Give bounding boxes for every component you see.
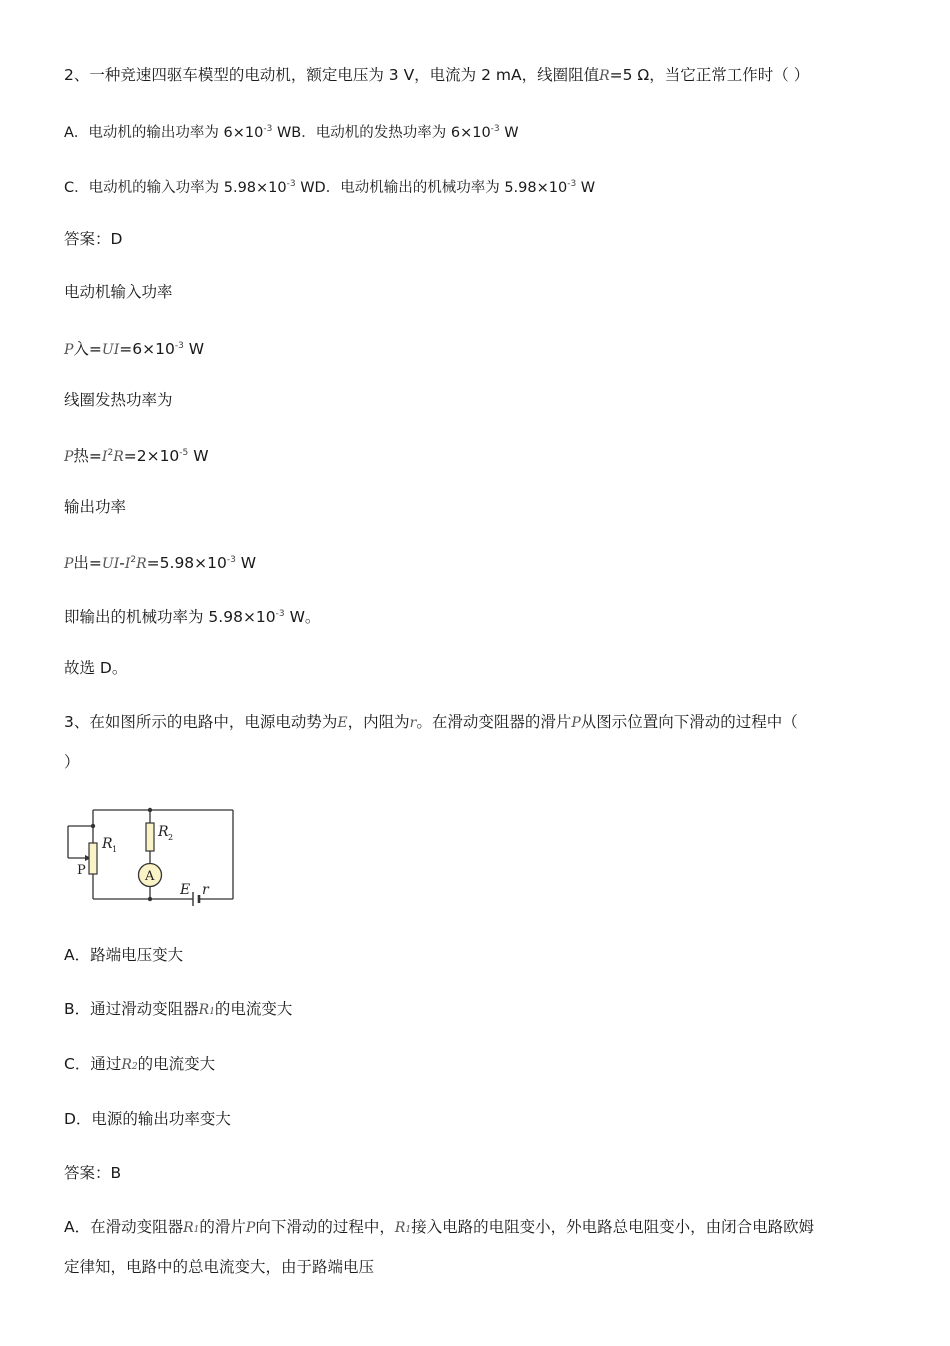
resistor-r2 — [146, 823, 154, 851]
q3-option-b — [64, 998, 292, 1023]
q3-stem-P: P — [571, 715, 581, 731]
q3-stem-E: E — [337, 715, 348, 731]
q3-stem-d: 从图示位置向下滑动的过程中（ — [580, 713, 798, 731]
f1-P: P — [64, 342, 74, 358]
q2-formula-output-power — [64, 549, 256, 575]
label-r2-sub: 2 — [168, 833, 174, 842]
q3-expl-b: 的滑片 — [199, 1218, 246, 1236]
q2-solution-3: 输出功率 — [64, 498, 127, 516]
f1-c: W — [183, 340, 205, 358]
q2-solution-5: 故选 D。 — [64, 659, 128, 677]
f3-exp: -3 — [226, 555, 236, 565]
q2-solution-4 — [64, 603, 320, 628]
f3-b: =5.98×10 — [146, 554, 227, 572]
f1-a: 入= — [73, 340, 102, 358]
q3-answer: 答案：B — [64, 1164, 122, 1182]
label-p: P — [77, 863, 86, 878]
q3-optB-b: 的电流变大 — [214, 1000, 293, 1018]
q2-option-a-exp: -3 — [263, 124, 273, 134]
f3-I: I — [124, 556, 131, 572]
q3-optC-sub: 2 — [131, 1062, 138, 1072]
q2-option-d-unit: W — [576, 180, 596, 196]
sol4-b: W。 — [284, 608, 321, 626]
f2-b: =2×10 — [123, 447, 180, 465]
q2-option-a-text: A．电动机的输出功率为 6×10 — [64, 125, 264, 141]
f2-c: W — [188, 447, 209, 465]
q3-optB-R: R — [198, 1002, 210, 1018]
q3-stem — [64, 711, 798, 734]
q3-expl-c: 向下滑动的过程中， — [255, 1218, 395, 1236]
q3-expl-R2: R — [394, 1220, 406, 1236]
q2-option-d-text: WD．电动机输出的机械功率为 5.98×10 — [295, 180, 568, 196]
q3-optC-a: C．通过 — [64, 1055, 122, 1073]
q3-optB-a: B．通过滑动变阻器 — [64, 1000, 199, 1018]
label-ammeter: A — [145, 869, 155, 884]
q3-expl-sub2: 1 — [405, 1225, 412, 1235]
f1-exp: -3 — [174, 341, 184, 351]
f3-R: R — [136, 556, 147, 572]
q3-optB-sub: 1 — [209, 1007, 215, 1017]
resistor-r1 — [89, 843, 97, 874]
q3-stem-close: ） — [64, 753, 80, 771]
f1-b: =6×10 — [119, 340, 175, 358]
label-r1-sub: 1 — [112, 845, 118, 854]
q3-explanation-1 — [64, 1216, 814, 1241]
q3-expl-d: 接入电路的电阻变小，外电路总电阻变小，由闭合电路欧姆 — [411, 1218, 815, 1236]
q3-option-d: D．电源的输出功率变大 — [64, 1110, 231, 1128]
q2-options-ab — [64, 118, 519, 144]
label-e: E — [180, 882, 191, 898]
f3-c: W — [235, 554, 257, 572]
q2-stem-text-a: 2、一种竞速四驱车模型的电动机，额定电压为 3 V，电流为 2 mA，线圈阻值 — [64, 66, 600, 84]
f2-I: I — [101, 449, 108, 465]
f3-dash: - — [119, 554, 125, 572]
q2-options-cd — [64, 173, 595, 199]
f2-exp: -5 — [179, 448, 189, 458]
q2-formula-heat-power — [64, 442, 209, 468]
q3-option-a: A．路端电压变大 — [64, 946, 184, 964]
q2-stem-text-b: =5 Ω，当它正常工作时（ ） — [609, 66, 810, 84]
q2-option-c-exp: -3 — [286, 179, 296, 189]
f3-a: 出= — [73, 554, 102, 572]
q2-option-b-unit: W — [499, 125, 519, 141]
q2-answer: 答案：D — [64, 230, 123, 248]
circuit-diagram — [62, 802, 242, 907]
q3-expl-P: P — [245, 1220, 256, 1236]
q3-stem-b: ，内阻为 — [347, 713, 410, 731]
q2-option-b-exp: -3 — [490, 124, 500, 134]
f3-UI: UI — [101, 556, 120, 572]
q2-option-d-exp: -3 — [567, 179, 577, 189]
q3-optC-R: R — [121, 1057, 132, 1073]
q2-solution-1: 电动机输入功率 — [64, 283, 173, 301]
q3-stem-a: 3、在如图所示的电路中，电源电动势为 — [64, 713, 338, 731]
label-r1: R — [102, 836, 113, 852]
label-r: r — [202, 882, 209, 898]
q3-stem-r: r — [409, 715, 417, 731]
sol4-a: 即输出的机械功率为 5.98×10 — [64, 608, 276, 626]
q3-stem-c: 。在滑动变阻器的滑片 — [416, 713, 572, 731]
q3-option-c — [64, 1053, 215, 1078]
q2-formula-input-power — [64, 335, 204, 361]
f3-P: P — [64, 556, 74, 572]
f2-R: R — [113, 449, 124, 465]
f2-sq: 2 — [107, 448, 114, 458]
q3-optC-b: 的电流变大 — [137, 1055, 216, 1073]
sol4-exp: -3 — [275, 609, 285, 619]
f1-UI: UI — [101, 342, 120, 358]
q3-expl-R: R — [183, 1220, 194, 1236]
f2-a: 热= — [73, 447, 102, 465]
f2-P: P — [64, 449, 74, 465]
q2-option-c-text: C．电动机的输入功率为 5.98×10 — [64, 180, 287, 196]
q2-stem-R: R — [599, 68, 610, 84]
q2-solution-2: 线圈发热功率为 — [64, 391, 173, 409]
f3-sq: 2 — [130, 555, 137, 565]
q2-option-b-text: WB．电动机的发热功率为 6×10 — [272, 125, 491, 141]
label-r2: R — [158, 824, 169, 840]
q3-expl-a: A．在滑动变阻器 — [64, 1218, 184, 1236]
q3-expl-sub: 1 — [193, 1225, 200, 1235]
q3-explanation-2: 定律知，电路中的总电流变大，由于路端电压 — [64, 1258, 375, 1276]
q2-stem — [64, 64, 809, 87]
